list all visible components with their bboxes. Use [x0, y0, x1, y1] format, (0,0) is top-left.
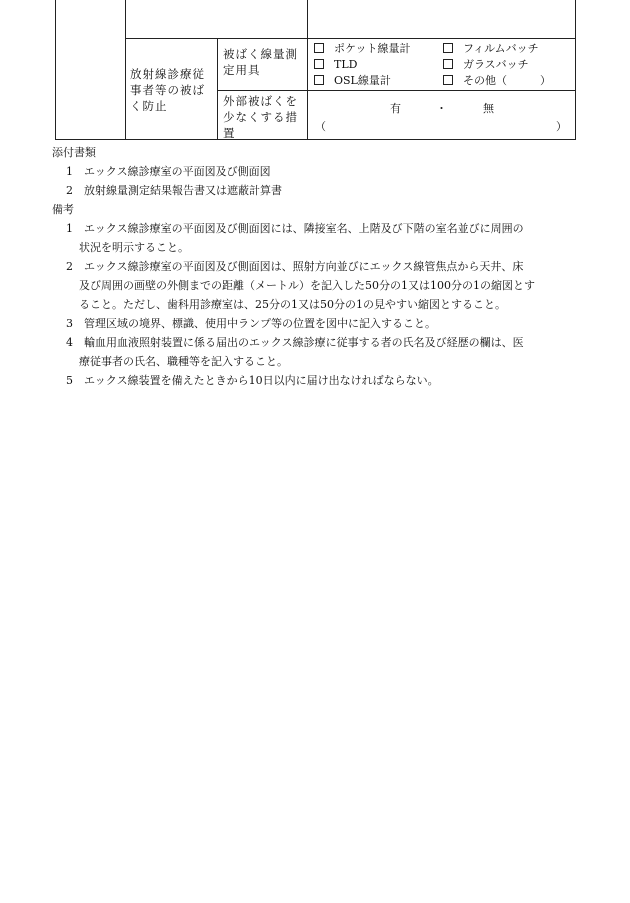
dose-device-label: 被ばく線量測定用具	[223, 47, 298, 77]
external-paren-open: （	[315, 120, 326, 133]
table-divider	[125, 0, 126, 140]
dose-option-glass[interactable]: ガラスバッチ	[443, 57, 529, 73]
external-no-option[interactable]: 無	[483, 102, 494, 115]
attachment-item: 1 エックス線診療室の平面図及び側面図	[66, 165, 271, 178]
table-divider	[217, 90, 576, 91]
note-item-continuation: 及び周囲の画壁の外側までの距離（メートル）を記入した50分の1又は100分の1の縮図とす	[79, 279, 535, 292]
checkbox-icon	[314, 43, 324, 53]
note-item: 4 輸血用血液照射装置に係る届出のエックス線診療に従事する者の氏名及び経歴の欄は、医	[66, 336, 524, 349]
external-paren-close: ）	[556, 120, 567, 133]
dose-option-pocket[interactable]: ポケット線量計	[314, 41, 410, 57]
note-item: 5 エックス線装置を備えたときから10日以内に届け出なければならない。	[66, 374, 439, 387]
note-item-continuation: ること。ただし、歯科用診療室は、25分の1又は50分の1の見やすい縮図とすること。	[79, 298, 506, 311]
note-item-continuation: 状況を明示すること。	[79, 241, 189, 254]
note-item: 1 エックス線診療室の平面図及び側面図には、隣接室名、上階及び下階の室名並びに周囲の	[66, 222, 524, 235]
table-divider	[217, 38, 218, 140]
dose-option-osl[interactable]: OSL線量計	[314, 73, 391, 89]
note-item: 2 エックス線診療室の平面図及び側面図は、照射方向並びにエックス線管焦点から天井、床	[66, 260, 524, 273]
checkbox-icon	[443, 43, 453, 53]
checkbox-icon	[443, 59, 453, 69]
external-yes-option[interactable]: 有	[390, 102, 401, 115]
table-border-bottom	[55, 139, 576, 140]
checkbox-icon	[314, 59, 324, 69]
table-divider	[307, 0, 308, 140]
dose-option-film[interactable]: フィルムバッチ	[443, 41, 539, 57]
table-border-right	[575, 0, 576, 140]
dose-option-tld[interactable]: TLD	[314, 57, 357, 73]
category-label: 放射線診療従事者等の被ばく防止	[130, 67, 205, 113]
external-separator: ・	[436, 102, 447, 115]
table-border-left	[55, 0, 56, 140]
note-item: 3 管理区域の境界、標識、使用中ランプ等の位置を図中に記入すること。	[66, 317, 436, 330]
attachment-item: 2 放射線量測定結果報告書又は遮蔽計算書	[66, 184, 282, 197]
checkbox-icon	[314, 75, 324, 85]
table-divider	[125, 38, 576, 39]
form-notes	[52, 143, 582, 390]
attachments-heading: 添付書類	[52, 146, 96, 159]
note-item-continuation: 療従事者の氏名、職種等を記入すること。	[79, 355, 288, 368]
dose-option-other[interactable]: その他（ ）	[443, 73, 551, 89]
external-exposure-label: 外部被ばくを少なくする措置	[223, 94, 298, 140]
notes-heading: 備考	[52, 203, 74, 216]
checkbox-icon	[443, 75, 453, 85]
